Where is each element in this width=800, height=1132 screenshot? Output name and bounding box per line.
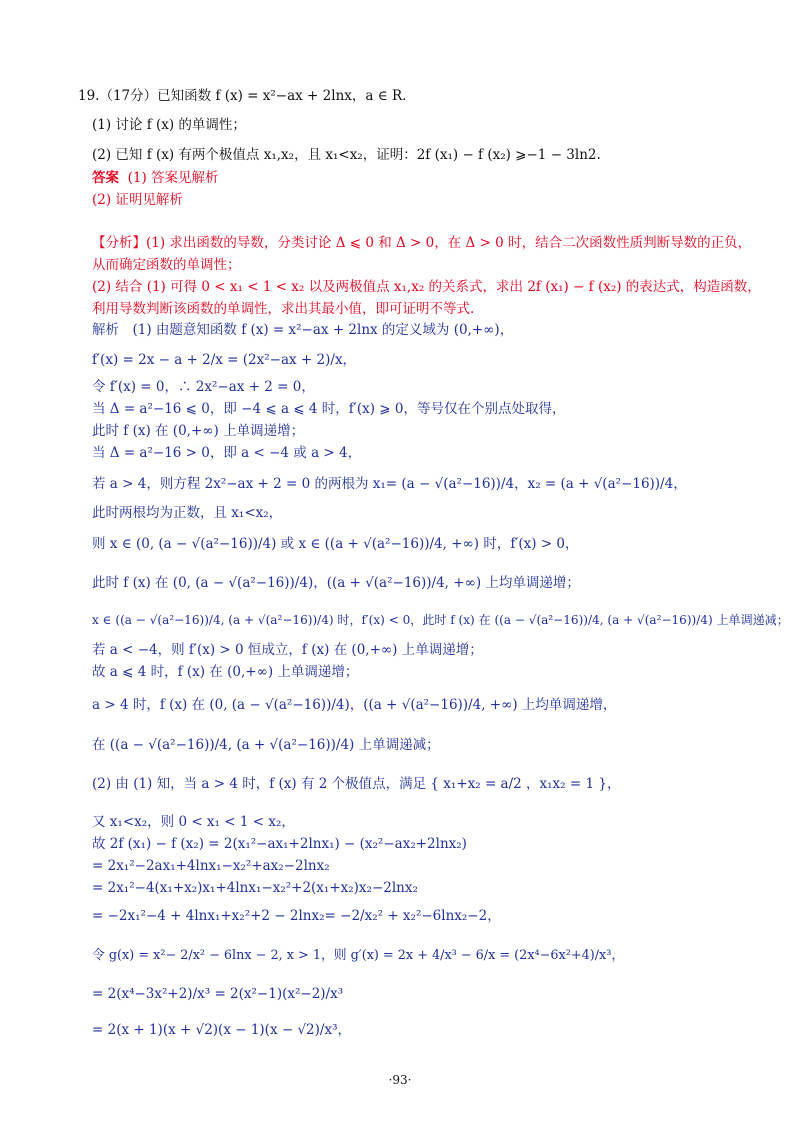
solution-line: 此时 f (x) 在 (0, (a − √(a²−16))/4)，((a + √(a²−16))/4, +∞) 上均单调递增； <box>92 575 580 591</box>
solution-line: 当 Δ = a²−16 > 0，即 a < −4 或 a > 4， <box>92 445 362 461</box>
solution-line: 令 f′(x) = 0，∴ 2x²−ax + 2 = 0， <box>92 379 315 395</box>
solution-line: 又 x₁<x₂，则 0 < x₁ < 1 < x₂， <box>92 814 295 830</box>
page-number: ·93· <box>388 1073 412 1087</box>
solution-line: 此时两根均为正数，且 x₁<x₂， <box>92 505 283 521</box>
solution-line: x ∈ ((a − √(a²−16))/4, (a + √(a²−16))/4) 时，f′(x) < 0，此时 f (x) 在 ((a − √(a²−16))/4, (a + √(a²−16))/4) 上单调递减； <box>92 613 789 627</box>
solution-line: 在 ((a − √(a²−16))/4, (a + √(a²−16))/4) 上单调递减； <box>92 737 440 753</box>
answer-label: 答案 <box>92 170 119 186</box>
problem-part2: (2) 已知 f (x) 有两个极值点 x₁,x₂，且 x₁<x₂，证明：2f (x₁) − f (x₂) ⩾−1 − 3ln2. <box>92 147 601 163</box>
solution-line: = 2x₁²−4(x₁+x₂)x₁+4lnx₁−x₂²+2(x₁+x₂)x₂−2lnx₂ <box>92 880 418 896</box>
answer-1: (1) 答案见解析 <box>127 170 219 186</box>
problem-stem: 19.（17分）已知函数 f (x) = x²−ax + 2lnx，a ∈ R. <box>78 88 407 104</box>
analysis-line-4: 利用导数判断该函数的单调性，求出其最小值，即可证明不等式. <box>92 301 475 317</box>
solution-line: = −2x₁²−4 + 4lnx₁+x₂²+2 − 2lnx₂= −2/x₂² + x₂²−6lnx₂−2， <box>92 908 501 924</box>
solution-line: 故 2f (x₁) − f (x₂) = 2(x₁²−ax₁+2lnx₁) − (x₂²−ax₂+2lnx₂) <box>92 836 467 852</box>
solution-line: 令 g(x) = x²− 2/x² − 6lnx − 2, x > 1，则 g′(x) = 2x + 4/x³ − 6/x = (2x⁴−6x²+4)/x³， <box>92 948 625 963</box>
solution-line: a > 4 时，f (x) 在 (0, (a − √(a²−16))/4)，((a + √(a²−16))/4, +∞) 上均单调递增， <box>92 697 617 713</box>
analysis-line-3: (2) 结合 (1) 可得 0 < x₁ < 1 < x₂ 以及两极值点 x₁,x₂ 的关系式，求出 2f (x₁) − f (x₂) 的表达式，构造函数， <box>92 279 761 295</box>
solution-line: 若 a > 4，则方程 2x²−ax + 2 = 0 的两根为 x₁= (a − √(a²−16))/4，x₂ = (a + √(a²−16))/4， <box>92 476 687 492</box>
problem-part1: (1) 讨论 f (x) 的单调性； <box>92 117 246 133</box>
analysis-line-2: 从而确定函数的单调性； <box>92 257 241 273</box>
solution-line: = 2(x⁴−3x²+2)/x³ = 2(x²−1)(x²−2)/x³ <box>92 986 344 1002</box>
solution-line: 故 a ⩽ 4 时，f (x) 在 (0,+∞) 上单调递增； <box>92 664 359 680</box>
solution-line: = 2x₁²−2ax₁+4lnx₁−x₂²+ax₂−2lnx₂ <box>92 858 330 874</box>
solution-line: = 2(x + 1)(x + √2)(x − 1)(x − √2)/x³， <box>92 1022 351 1038</box>
answer-line-1 <box>92 168 219 188</box>
solution-line: 则 x ∈ (0, (a − √(a²−16))/4) 或 x ∈ ((a + √(a²−16))/4, +∞) 时，f′(x) > 0， <box>92 536 579 552</box>
solution-line: 此时 f (x) 在 (0,+∞) 上单调递增； <box>92 423 305 439</box>
solution-line: 当 Δ = a²−16 ⩽ 0，即 −4 ⩽ a ⩽ 4 时，f′(x) ⩾ 0，等号仅在个别点处取得， <box>92 401 566 417</box>
solution-line: 若 a < −4，则 f′(x) > 0 恒成立，f (x) 在 (0,+∞) 上单调递增； <box>92 642 483 658</box>
analysis-line-1: 【分析】(1) 求出函数的导数，分类讨论 Δ ⩽ 0 和 Δ > 0，在 Δ > 0 时，结合二次函数性质判断导数的正负， <box>92 235 752 251</box>
solution-line: 解析 (1) 由题意知函数 f (x) = x²−ax + 2lnx 的定义域为 (0,+∞)， <box>92 322 514 338</box>
solution-line: (2) 由 (1) 知，当 a > 4 时，f (x) 有 2 个极值点，满足 { x₁+x₂ = a/2 ，x₁x₂ = 1 }， <box>92 776 621 792</box>
answer-2: (2) 证明见解析 <box>92 192 183 208</box>
solution-line: f′(x) = 2x − a + 2/x = (2x²−ax + 2)/x， <box>92 352 357 368</box>
